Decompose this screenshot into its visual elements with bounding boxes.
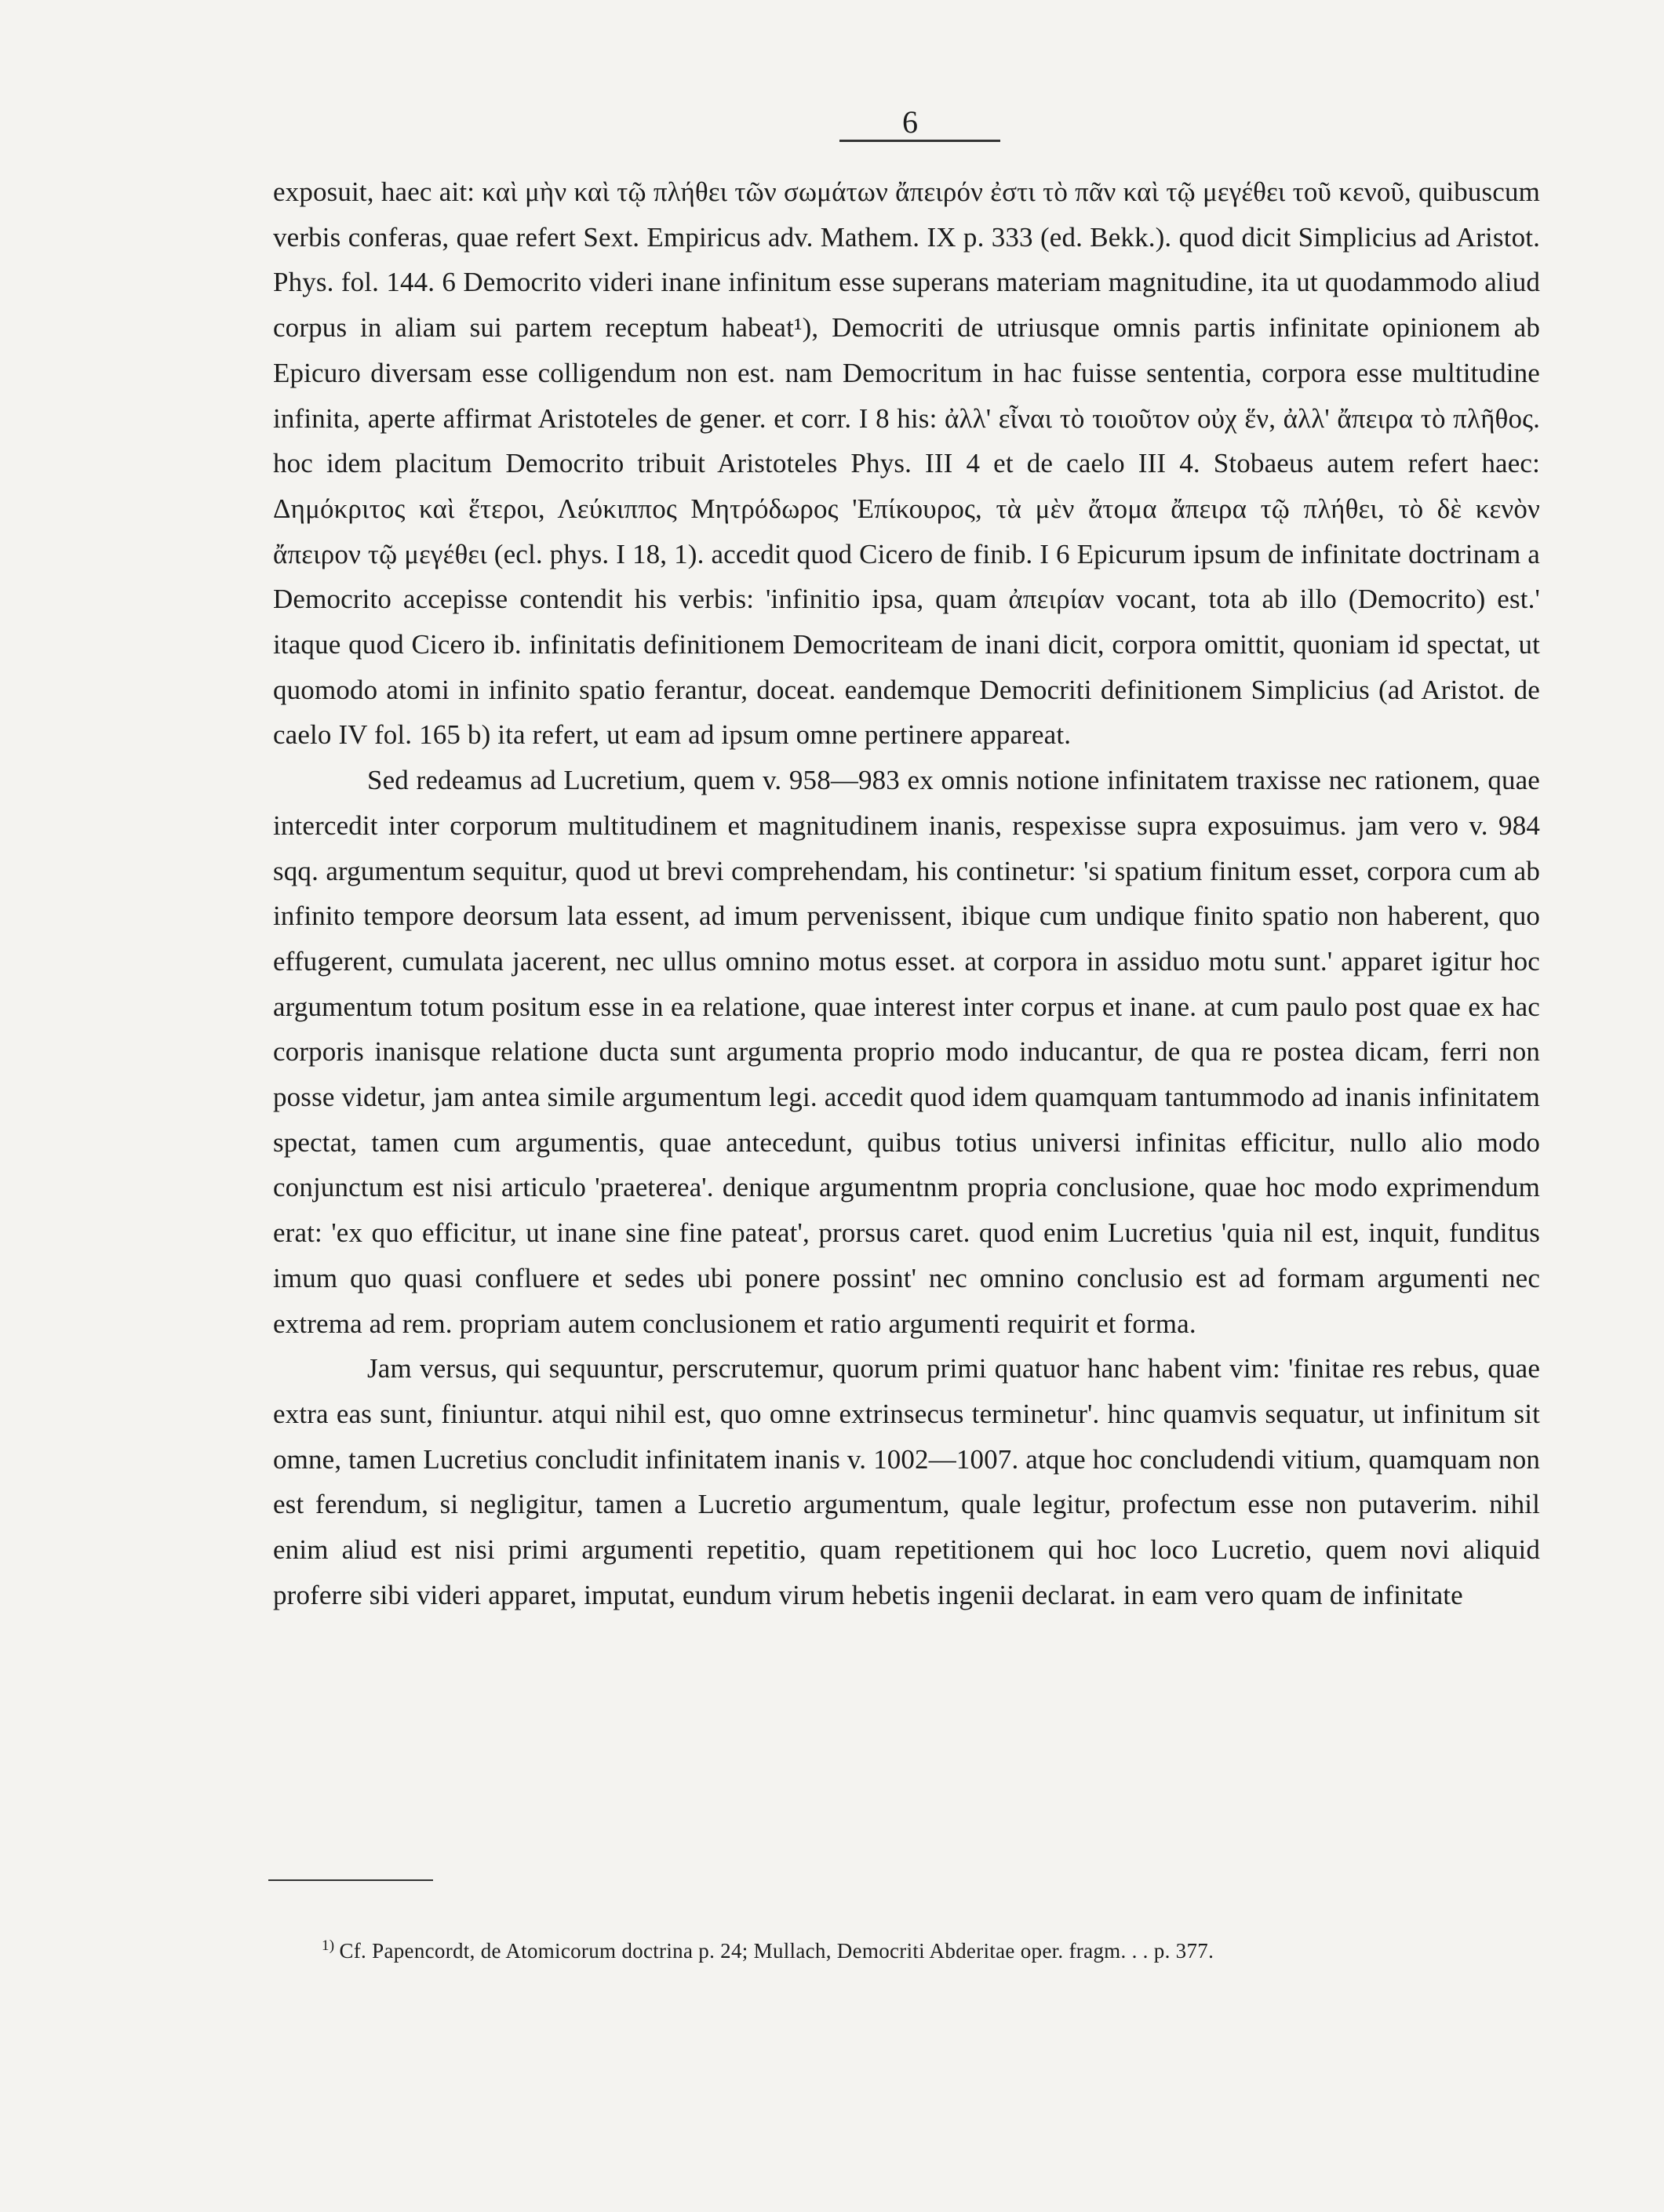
page-number: 6 bbox=[902, 104, 918, 140]
body-text bbox=[273, 169, 1540, 1618]
paragraph-2: Sed redeamus ad Lucretium, quem v. 958—983 ex omnis notione infinitatem traxisse nec rationem, quae intercedit inter corporum multitudinem et magnitudinem inanis, respexisse supra exposuimus. jam vero v. 984 sqq. argumentum sequitur, quod ut brevi comprehendam, his continetur: 'si spatium finitum esset, corpora cum ab infinito tempore deorsum lata essent, ad imum pervenissent, ibique cum undique finito spatio non haberent, quo effugerent, cumulata jacerent, nec ullus omnino motus esset. at corpora in assiduo motu sunt.' apparet igitur hoc argumentum totum positum esse in ea relatione, quae interest inter corpus et inane. at cum paulo post quae ex hac corporis inanisque relatione ducta sunt argumenta proprio modo inducantur, de qua re postea dicam, ferri non posse videtur, jam antea simile argumentum legi. accedit quod idem quamquam tantummodo ad inanis infinitatem spectat, tamen cum argumentis, quae antecedunt, quibus totius universi infinitas efficitur, nullo alio modo conjunctum est nisi articulo 'praeterea'. denique argumentnm propria conclusione, quae hoc modo exprimendum erat: 'ex quo efficitur, ut inane sine fine pateat', prorsus caret. quod enim Lucretius 'quia nil est, inquit, funditus imum quo quasi confluere et sedes ubi ponere possint' nec omnino conclusio est ad formam argumenti nec extrema ad rem. propriam autem conclusionem et ratio argumenti requirit et forma. bbox=[273, 765, 1540, 1339]
page-number-rule bbox=[839, 140, 1000, 142]
paragraph-1: exposuit, haec ait: καὶ μὴν καὶ τῷ πλήθει τῶν σωμάτων ἄπειρόν ἐστι τὸ πᾶν καὶ τῷ μεγέθει τοῦ κενοῦ, quibuscum verbis conferas, quae refert Sext. Empiricus adv. Mathem. IX p. 333 (ed. Bekk.). quod dicit Simplicius ad Aristot. Phys. fol. 144. 6 Democrito videri inane infinitum esse superans materiam magnitudine, ita ut quodammodo aliud corpus in aliam sui partem receptum habeat¹), Democriti de utriusque omnis partis infinitate opinionem ab Epicuro diversam esse colligendum non est. nam Democritum in hac fuisse sententia, corpora esse multitudine infinita, aperte affirmat Aristoteles de gener. et corr. I 8 his: ἀλλ' εἶναι τὸ τοιοῦτον οὐχ ἕν, ἀλλ' ἄπειρα τὸ πλῆθος. hoc idem placitum Democrito tribuit Aristoteles Phys. III 4 et de caelo III 4. Stobaeus autem refert haec: Δημόκριτος καὶ ἕτεροι, Λεύκιππος Μητρόδωρος 'Επίκουρος, τὰ μὲν ἄτομα ἄπειρα τῷ πλήθει, τὸ δὲ κενὸν ἄπειρον τῷ μεγέθει (ecl. phys. I 18, 1). accedit quod Cicero de finib. I 6 Epicurum ipsum de infinitate doctrinam a Democrito accepisse contendit his verbis: 'infinitio ipsa, quam ἀπειρίαν vocant, tota ab illo (Democrito) est.' itaque quod Cicero ib. infinitatis definitionem Democriteam de inani dicit, corpora omittit, quoniam id spectat, ut quomodo atomi in infinito spatio ferantur, doceat. eandemque Democriti definitionem Simplicius (ad Aristot. de caelo IV fol. 165 b) ita refert, ut eam ad ipsum omne pertinere appareat. bbox=[273, 176, 1540, 751]
footnote bbox=[322, 1937, 1214, 1963]
footnote-text: Cf. Papencordt, de Atomicorum doctrina p. 24; Mullach, Democriti Abderitae oper. fragm. . . p. 377. bbox=[339, 1939, 1214, 1963]
paragraph-3: Jam versus, qui sequuntur, perscrutemur, quorum primi quatuor hanc habent vim: 'finitae res rebus, quae extra eas sunt, finiuntur. atqui nihil est, quo omne extrinsecus terminetur'. hinc quamvis sequatur, ut infinitum sit omne, tamen Lucretius concludit infinitatem inanis v. 1002—1007. atque hoc concludendi vitium, quamquam non est ferendum, si negligitur, tamen a Lucretio argumentum, quale legitur, profectum esse non putaverim. nihil enim aliud est nisi primi argumenti repetitio, quam repetitionem qui hoc loco Lucretio, quem novi aliquid proferre sibi videri apparet, imputat, eundum virum hebetis ingenii declarat. in eam vero quam de infinitate bbox=[273, 1353, 1540, 1610]
footnote-rule bbox=[268, 1879, 433, 1881]
footnote-marker: 1) bbox=[322, 1937, 335, 1954]
